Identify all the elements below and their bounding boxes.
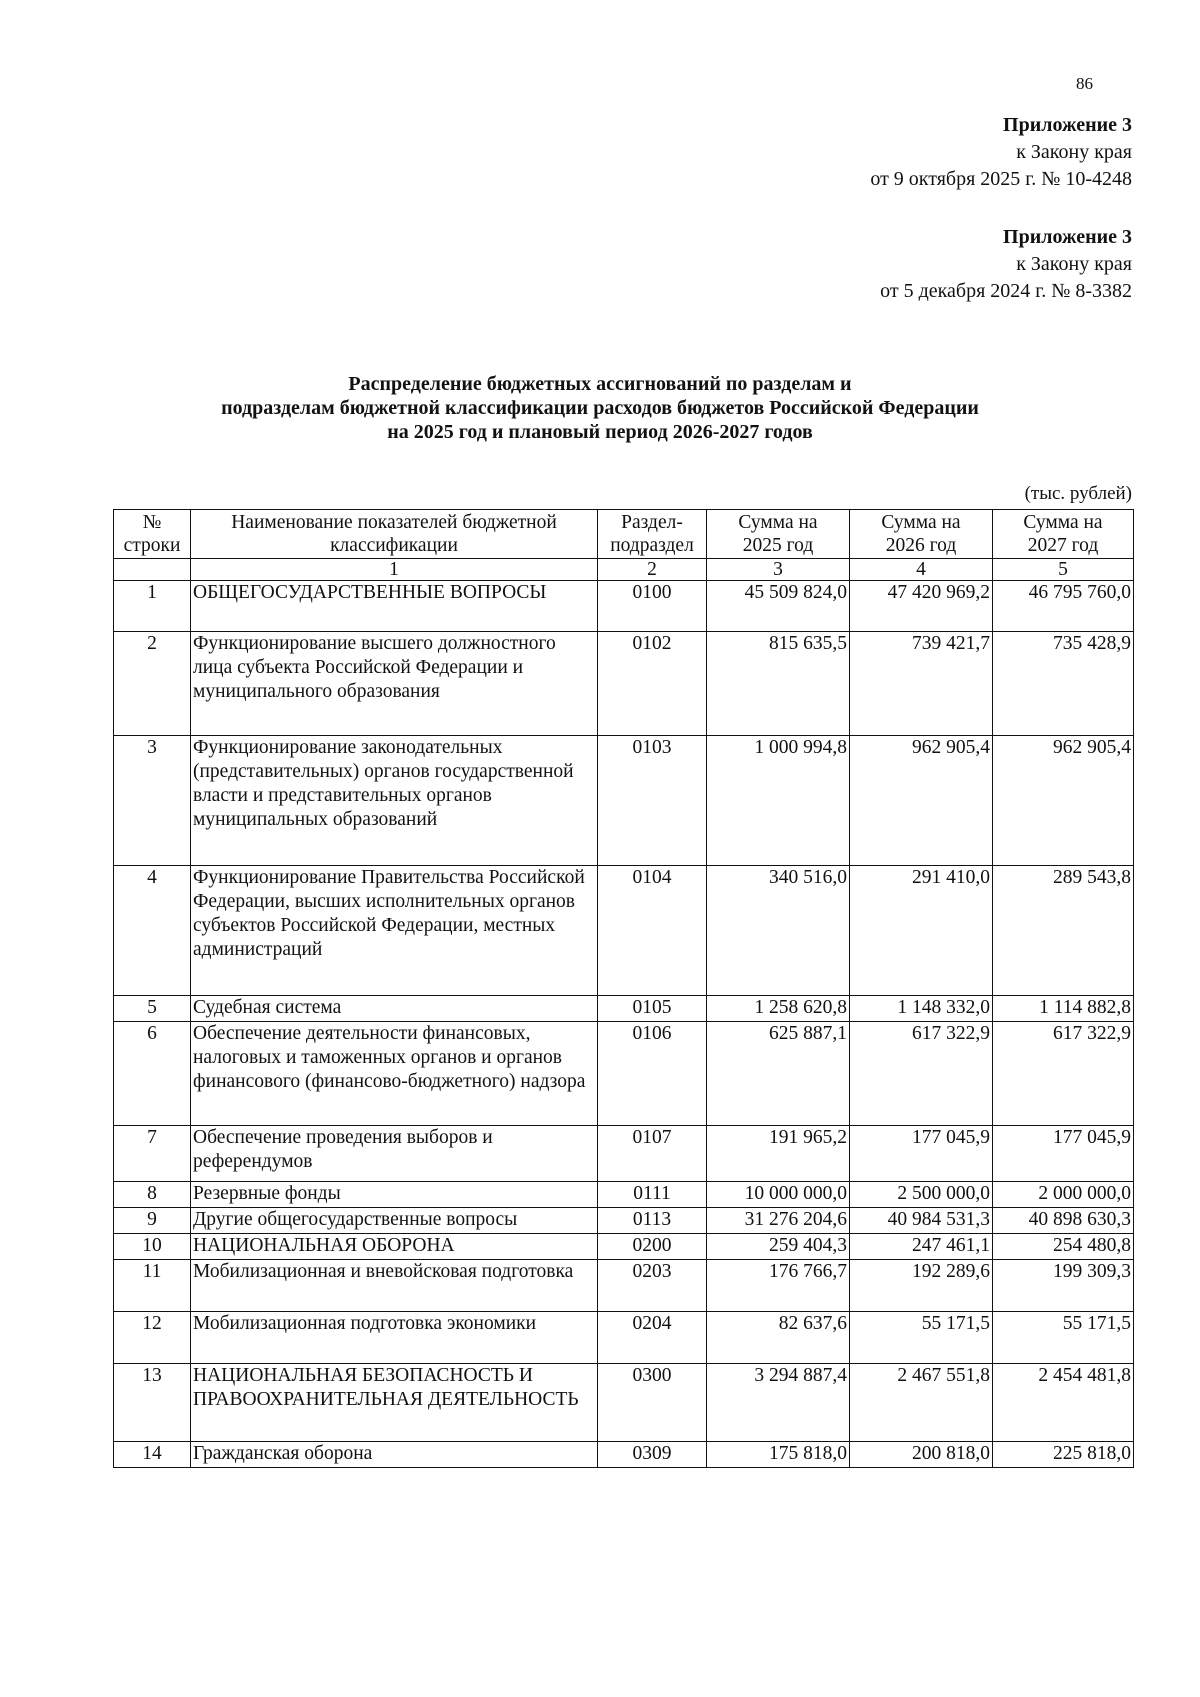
table-row	[114, 581, 1134, 632]
header-section: Раздел- подраздел	[598, 510, 707, 559]
appendix-title: Приложение 3	[1003, 226, 1132, 248]
appendix-law: к Закону края	[1016, 141, 1132, 163]
row-sum-2025: 815 635,5	[707, 632, 850, 736]
table-row	[114, 1442, 1134, 1468]
row-sum-2026: 739 421,7	[850, 632, 993, 736]
row-sum-2026: 2 500 000,0	[850, 1182, 993, 1208]
row-sum-2027: 225 818,0	[993, 1442, 1134, 1468]
row-name: Обеспечение деятельности финансовых, налоговых и таможенных органов и органов финансового (финансово-бюджетного) надзора	[191, 1022, 598, 1126]
row-section-code: 0203	[598, 1260, 707, 1312]
title-line: на 2025 год и плановый период 2026-2027 годов	[387, 421, 813, 443]
row-sum-2026: 617 322,9	[850, 1022, 993, 1126]
row-number: 7	[114, 1126, 191, 1182]
appendix-date: от 9 октября 2025 г. № 10-4248	[870, 168, 1132, 190]
row-sum-2027: 46 795 760,0	[993, 581, 1134, 632]
row-number: 8	[114, 1182, 191, 1208]
row-sum-2026: 291 410,0	[850, 866, 993, 996]
units-label: (тыс. рублей)	[1024, 483, 1132, 504]
table-row	[114, 1022, 1134, 1126]
row-name: НАЦИОНАЛЬНАЯ БЕЗОПАСНОСТЬ И ПРАВООХРАНИТЕЛЬНАЯ ДЕЯТЕЛЬНОСТЬ	[191, 1364, 598, 1442]
row-sum-2025: 259 404,3	[707, 1234, 850, 1260]
header-sum-2027: Сумма на 2027 год	[993, 510, 1134, 559]
row-name: Мобилизационная подготовка экономики	[191, 1312, 598, 1364]
row-sum-2027: 289 543,8	[993, 866, 1134, 996]
row-sum-2025: 1 000 994,8	[707, 736, 850, 866]
budget-table	[113, 509, 1134, 1468]
header-sum-2025: Сумма на 2025 год	[707, 510, 850, 559]
row-number: 11	[114, 1260, 191, 1312]
row-sum-2026: 47 420 969,2	[850, 581, 993, 632]
row-sum-2027: 962 905,4	[993, 736, 1134, 866]
row-sum-2026: 192 289,6	[850, 1260, 993, 1312]
column-number: 4	[850, 559, 993, 581]
row-sum-2025: 3 294 887,4	[707, 1364, 850, 1442]
row-sum-2027: 1 114 882,8	[993, 996, 1134, 1022]
column-number: 2	[598, 559, 707, 581]
row-sum-2026: 55 171,5	[850, 1312, 993, 1364]
row-number: 2	[114, 632, 191, 736]
row-sum-2027: 177 045,9	[993, 1126, 1134, 1182]
row-sum-2027: 55 171,5	[993, 1312, 1134, 1364]
row-section-code: 0300	[598, 1364, 707, 1442]
row-section-code: 0113	[598, 1208, 707, 1234]
row-sum-2026: 2 467 551,8	[850, 1364, 993, 1442]
row-section-code: 0309	[598, 1442, 707, 1468]
title-line: Распределение бюджетных ассигнований по разделам и	[348, 373, 852, 395]
table-row	[114, 1126, 1134, 1182]
row-name: Функционирование Правительства Российской Федерации, высших исполнительных органов субъектов Российской Федерации, местных администраций	[191, 866, 598, 996]
row-number: 13	[114, 1364, 191, 1442]
row-number: 14	[114, 1442, 191, 1468]
row-number: 3	[114, 736, 191, 866]
table-row	[114, 1312, 1134, 1364]
row-section-code: 0102	[598, 632, 707, 736]
title-line: подразделам бюджетной классификации расходов бюджетов Российской Федерации	[221, 397, 979, 419]
row-number: 4	[114, 866, 191, 996]
row-section-code: 0204	[598, 1312, 707, 1364]
row-section-code: 0105	[598, 996, 707, 1022]
row-sum-2027: 617 322,9	[993, 1022, 1134, 1126]
table-row	[114, 1260, 1134, 1312]
row-sum-2025: 45 509 824,0	[707, 581, 850, 632]
row-sum-2025: 340 516,0	[707, 866, 850, 996]
row-section-code: 0100	[598, 581, 707, 632]
header-name: Наименование показателей бюджетной классификации	[191, 510, 598, 559]
row-number: 6	[114, 1022, 191, 1126]
table-row	[114, 1182, 1134, 1208]
column-number-row	[114, 559, 1134, 581]
row-sum-2026: 1 148 332,0	[850, 996, 993, 1022]
row-name: ОБЩЕГОСУДАРСТВЕННЫЕ ВОПРОСЫ	[191, 581, 598, 632]
table-row	[114, 1234, 1134, 1260]
row-name: Резервные фонды	[191, 1182, 598, 1208]
page-number: 86	[1076, 74, 1093, 93]
row-name: Судебная система	[191, 996, 598, 1022]
row-sum-2025: 1 258 620,8	[707, 996, 850, 1022]
row-sum-2026: 247 461,1	[850, 1234, 993, 1260]
appendix-block	[880, 224, 1132, 305]
row-name: Гражданская оборона	[191, 1442, 598, 1468]
row-number: 5	[114, 996, 191, 1022]
column-number: 5	[993, 559, 1134, 581]
row-section-code: 0104	[598, 866, 707, 996]
row-sum-2026: 177 045,9	[850, 1126, 993, 1182]
document-title	[100, 372, 1100, 444]
row-sum-2027: 735 428,9	[993, 632, 1134, 736]
table-row	[114, 632, 1134, 736]
row-number: 12	[114, 1312, 191, 1364]
row-section-code: 0111	[598, 1182, 707, 1208]
row-section-code: 0106	[598, 1022, 707, 1126]
appendix-block	[870, 112, 1132, 193]
row-name: Обеспечение проведения выборов и референдумов	[191, 1126, 598, 1182]
row-sum-2025: 82 637,6	[707, 1312, 850, 1364]
row-sum-2025: 191 965,2	[707, 1126, 850, 1182]
row-sum-2027: 40 898 630,3	[993, 1208, 1134, 1234]
header-sum-2026: Сумма на 2026 год	[850, 510, 993, 559]
row-sum-2027: 2 000 000,0	[993, 1182, 1134, 1208]
row-sum-2027: 199 309,3	[993, 1260, 1134, 1312]
appendix-date: от 5 декабря 2024 г. № 8-3382	[880, 280, 1132, 302]
row-sum-2027: 254 480,8	[993, 1234, 1134, 1260]
row-sum-2026: 200 818,0	[850, 1442, 993, 1468]
table-row	[114, 1208, 1134, 1234]
appendix-law: к Закону края	[1016, 253, 1132, 275]
row-section-code: 0103	[598, 736, 707, 866]
row-sum-2025: 625 887,1	[707, 1022, 850, 1126]
table-row	[114, 736, 1134, 866]
column-number: 3	[707, 559, 850, 581]
row-name: Функционирование высшего должностного лица субъекта Российской Федерации и муниципального образования	[191, 632, 598, 736]
row-sum-2027: 2 454 481,8	[993, 1364, 1134, 1442]
row-sum-2025: 31 276 204,6	[707, 1208, 850, 1234]
header-row-number: № строки	[114, 510, 191, 559]
row-sum-2025: 10 000 000,0	[707, 1182, 850, 1208]
table-row	[114, 1364, 1134, 1442]
row-number: 9	[114, 1208, 191, 1234]
column-number: 1	[191, 559, 598, 581]
row-sum-2025: 176 766,7	[707, 1260, 850, 1312]
row-sum-2026: 962 905,4	[850, 736, 993, 866]
row-name: Другие общегосударственные вопросы	[191, 1208, 598, 1234]
row-number: 1	[114, 581, 191, 632]
table-header-row	[114, 510, 1134, 559]
row-sum-2025: 175 818,0	[707, 1442, 850, 1468]
table-row	[114, 866, 1134, 996]
row-number: 10	[114, 1234, 191, 1260]
row-name: НАЦИОНАЛЬНАЯ ОБОРОНА	[191, 1234, 598, 1260]
row-sum-2026: 40 984 531,3	[850, 1208, 993, 1234]
appendix-title: Приложение 3	[1003, 114, 1132, 136]
row-name: Функционирование законодательных (представительных) органов государственной власти и представительных органов муниципальных образований	[191, 736, 598, 866]
row-section-code: 0200	[598, 1234, 707, 1260]
column-number	[114, 559, 191, 581]
table-row	[114, 996, 1134, 1022]
row-section-code: 0107	[598, 1126, 707, 1182]
row-name: Мобилизационная и вневойсковая подготовка	[191, 1260, 598, 1312]
